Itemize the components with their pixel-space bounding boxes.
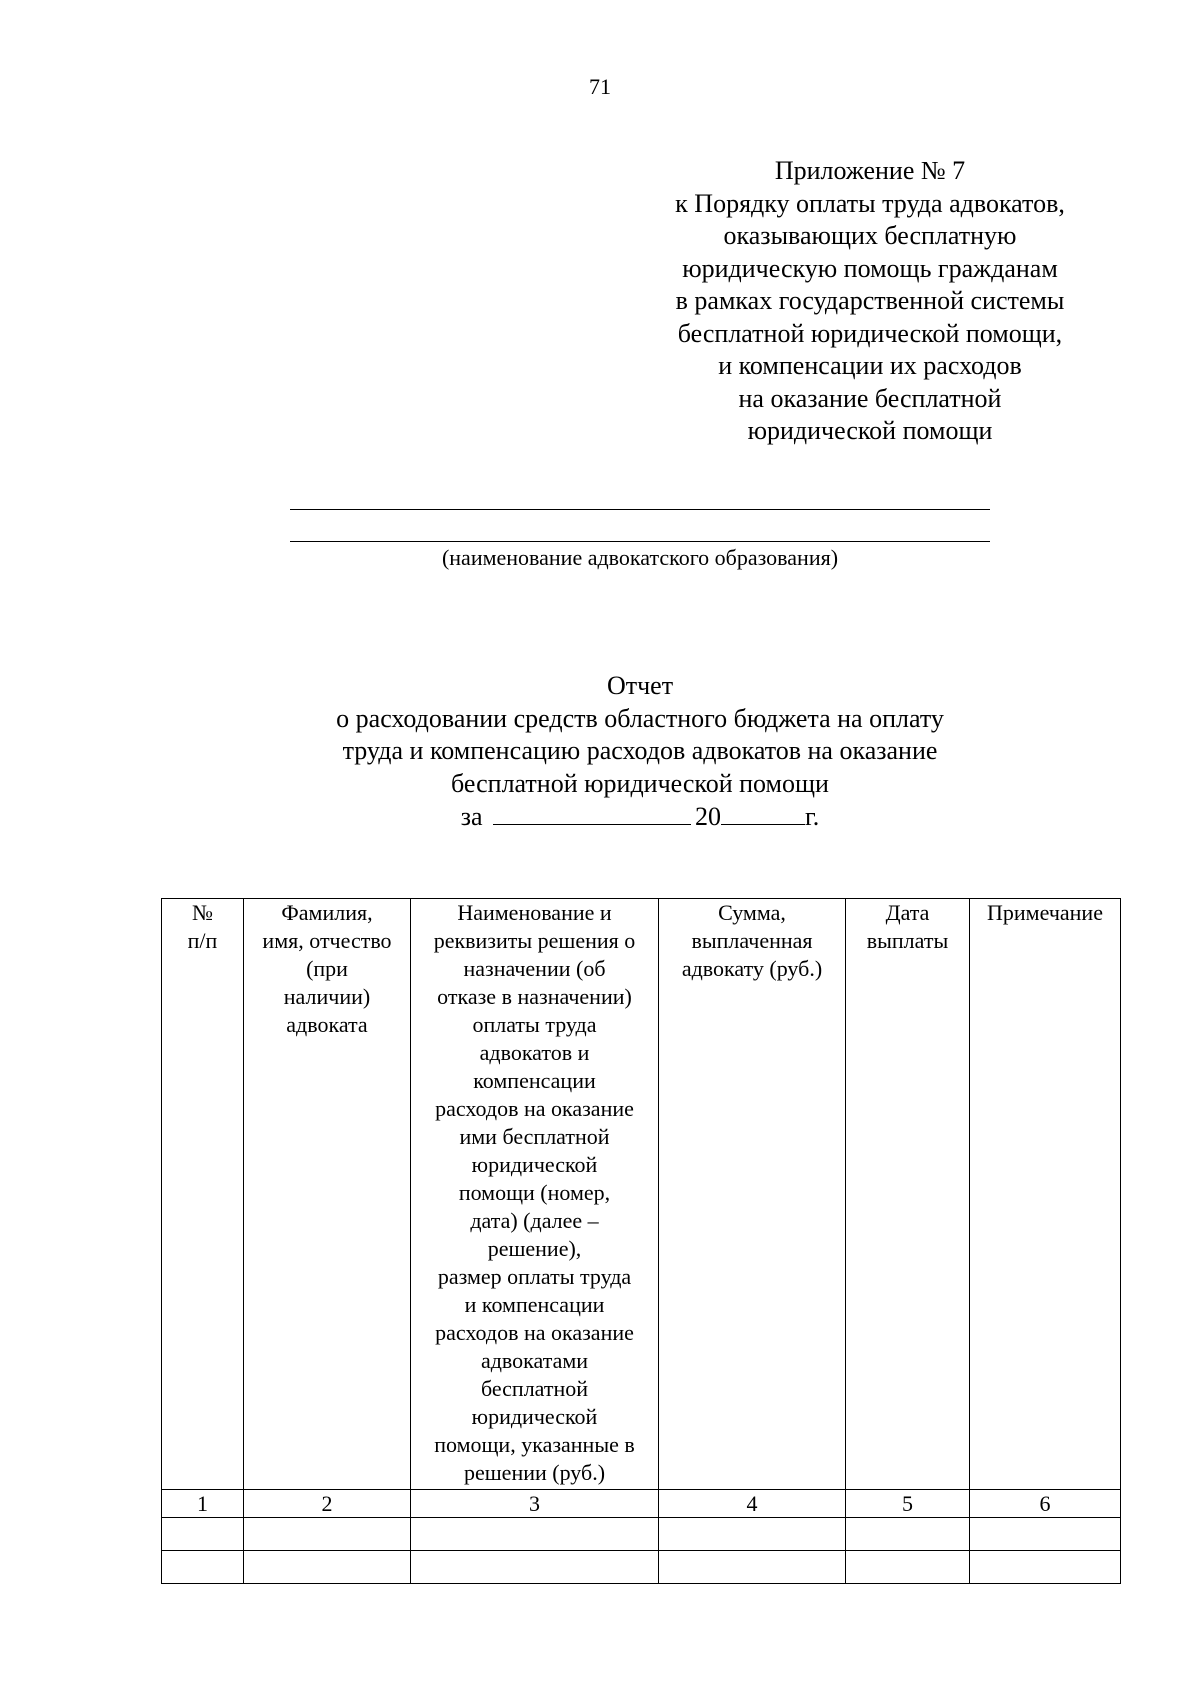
report-subtitle-line: бесплатной юридической помощи: [451, 768, 829, 798]
report-table: [161, 898, 1121, 1584]
header-amount-paid: Сумма, выплаченная адвокату (руб.): [659, 899, 846, 1490]
period-year-prefix: 20: [695, 802, 722, 831]
column-number-row: [162, 1490, 1121, 1518]
organization-fill-line-2[interactable]: [290, 541, 990, 542]
table-cell[interactable]: [970, 1518, 1121, 1551]
appendix-header: [640, 155, 1100, 448]
table-cell[interactable]: [846, 1551, 970, 1584]
column-number: 2: [244, 1490, 411, 1518]
period-prefix: за: [460, 802, 483, 831]
appendix-line: Приложение № 7: [774, 156, 966, 185]
table-cell[interactable]: [162, 1518, 244, 1551]
appendix-line: на оказание бесплатной: [738, 383, 1002, 413]
table-row: [162, 1518, 1121, 1551]
header-number: № п/п: [162, 899, 244, 1490]
column-number: 5: [846, 1490, 970, 1518]
column-number: 6: [970, 1490, 1121, 1518]
table-row: [162, 1551, 1121, 1584]
organization-fill-line-1[interactable]: [290, 509, 990, 510]
column-number: 3: [411, 1490, 659, 1518]
appendix-line: юридическую помощь гражданам: [682, 253, 1058, 283]
header-payment-date: Дата выплаты: [846, 899, 970, 1490]
header-decision: Наименование и реквизиты решения о назначении (об отказе в назначении) оплаты труда адвокатов и компенсации расходов на оказание ими бесплатной юридической помощи (номер, дата) (далее – решение), размер оплаты труда и компенсации расходов на оказание адвокатами бесплатной юридической помощи, указанные в решении (руб.): [411, 899, 659, 1490]
appendix-line: к Порядку оплаты труда адвокатов,: [675, 188, 1065, 218]
period-blank[interactable]: [493, 800, 691, 825]
report-title-block: [240, 670, 1040, 834]
table-cell[interactable]: [162, 1551, 244, 1584]
table-cell[interactable]: [244, 1518, 411, 1551]
column-number: 1: [162, 1490, 244, 1518]
table-cell[interactable]: [846, 1518, 970, 1551]
report-period: [240, 800, 1040, 834]
page-number: 71: [589, 74, 611, 99]
table-cell[interactable]: [244, 1551, 411, 1584]
appendix-line: в рамках государственной системы: [675, 286, 1065, 315]
table-header-row: [162, 899, 1121, 1490]
table-cell[interactable]: [411, 1551, 659, 1584]
report-subtitle-line: труда и компенсацию расходов адвокатов на оказание: [342, 736, 938, 765]
table-cell[interactable]: [970, 1551, 1121, 1584]
year-blank[interactable]: [721, 800, 805, 825]
appendix-line: бесплатной юридической помощи,: [677, 318, 1063, 348]
header-note: Примечание: [970, 899, 1121, 1490]
appendix-line: и компенсации их расходов: [718, 351, 1022, 380]
table-cell[interactable]: [659, 1518, 846, 1551]
period-suffix: г.: [805, 802, 820, 831]
appendix-line: оказывающих бесплатную: [723, 221, 1017, 250]
organization-caption: (наименование адвокатского образования): [441, 545, 839, 570]
appendix-line: юридической помощи: [747, 416, 993, 445]
header-lawyer-name: Фамилия, имя, отчество (при наличии) адвоката: [244, 899, 411, 1490]
report-title: Отчет: [606, 671, 674, 700]
table-cell[interactable]: [411, 1518, 659, 1551]
column-number: 4: [659, 1490, 846, 1518]
report-subtitle-line: о расходовании средств областного бюджета на оплату: [336, 703, 944, 733]
table-cell[interactable]: [659, 1551, 846, 1584]
